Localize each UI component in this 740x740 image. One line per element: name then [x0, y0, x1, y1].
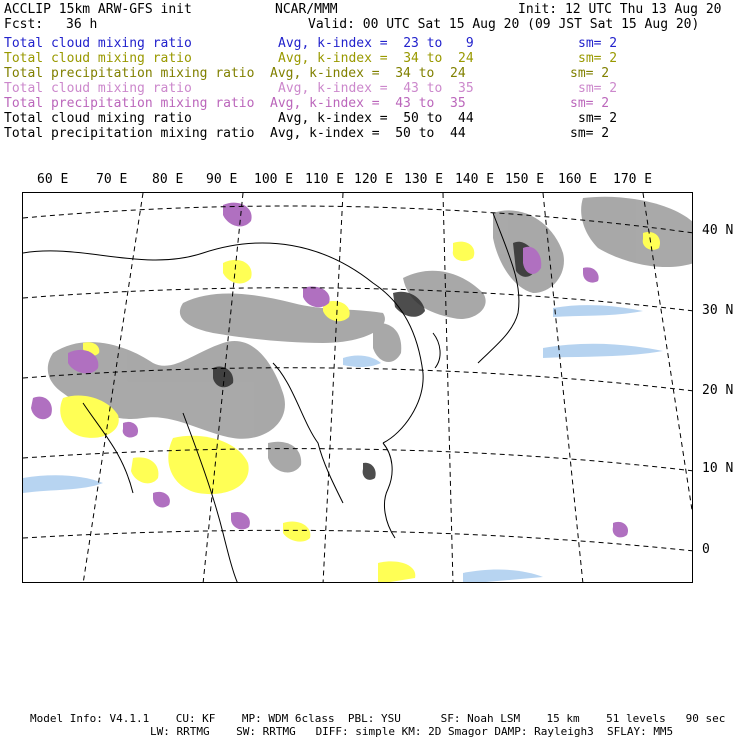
lat-label-20n: 20 N — [702, 383, 734, 398]
legend-avg-4: Avg, k-index = 43 to 35 — [278, 81, 474, 96]
legend-name-2: Total cloud mixing ratio — [4, 51, 192, 66]
lat-label-30n: 30 N — [702, 303, 734, 318]
legend-avg-2: Avg, k-index = 34 to 24 — [278, 51, 474, 66]
legend-sm-6: sm= 2 — [578, 111, 618, 126]
legend-sm-4: sm= 2 — [578, 81, 618, 96]
lon-label-110e: 110 E — [305, 172, 345, 187]
lon-label-150e: 150 E — [505, 172, 545, 187]
lat-label-40n: 40 N — [702, 223, 734, 238]
lon-label-80e: 80 E — [152, 172, 184, 187]
init-time: Init: 12 UTC Thu 13 Aug 20 — [518, 2, 722, 17]
legend-avg-6: Avg, k-index = 50 to 44 — [278, 111, 474, 126]
forecast-hours: 36 h — [66, 17, 98, 32]
legend-avg-7: Avg, k-index = 50 to 44 — [270, 126, 466, 141]
legend-sm-1: sm= 2 — [578, 36, 618, 51]
lon-label-170e: 170 E — [613, 172, 653, 187]
org-label: NCAR/MMM — [275, 2, 338, 17]
legend-name-1: Total cloud mixing ratio — [4, 36, 192, 51]
legend-sm-2: sm= 2 — [578, 51, 618, 66]
lon-label-90e: 90 E — [206, 172, 238, 187]
lat-label-0: 0 — [702, 542, 710, 557]
legend-avg-5: Avg, k-index = 43 to 35 — [270, 96, 466, 111]
legend-avg-3: Avg, k-index = 34 to 24 — [270, 66, 466, 81]
model-info-line-1: Model Info: V4.1.1 CU: KF MP: WDM 6class PBL: YSU SF: Noah LSM 15 km 51 levels 90 sec — [30, 712, 726, 725]
forecast-label: Fcst: — [4, 17, 44, 32]
lon-label-100e: 100 E — [254, 172, 294, 187]
legend-sm-3: sm= 2 — [570, 66, 610, 81]
lon-label-140e: 140 E — [455, 172, 495, 187]
legend-sm-7: sm= 2 — [570, 126, 610, 141]
lon-label-70e: 70 E — [96, 172, 128, 187]
legend-name-4: Total cloud mixing ratio — [4, 81, 192, 96]
lon-label-130e: 130 E — [404, 172, 444, 187]
model-title: ACCLIP 15km ARW-GFS init — [4, 2, 192, 17]
lon-label-120e: 120 E — [354, 172, 394, 187]
legend-name-7: Total precipitation mixing ratio — [4, 126, 255, 141]
legend-sm-5: sm= 2 — [570, 96, 610, 111]
lat-label-10n: 10 N — [702, 461, 734, 476]
legend-avg-1: Avg, k-index = 23 to 9 — [278, 36, 474, 51]
map-panel — [22, 192, 693, 583]
legend-name-5: Total precipitation mixing ratio — [4, 96, 255, 111]
legend-name-6: Total cloud mixing ratio — [4, 111, 192, 126]
valid-time: Valid: 00 UTC Sat 15 Aug 20 (09 JST Sat 15 Aug 20) — [308, 17, 700, 32]
map-canvas — [23, 193, 693, 583]
legend-name-3: Total precipitation mixing ratio — [4, 66, 255, 81]
lon-label-60e: 60 E — [37, 172, 69, 187]
model-info-line-2: LW: RRTMG SW: RRTMG DIFF: simple KM: 2D Smagor DAMP: Rayleigh3 SFLAY: MM5 — [150, 725, 674, 738]
cloud-gray-field — [48, 197, 693, 473]
lon-label-160e: 160 E — [558, 172, 598, 187]
